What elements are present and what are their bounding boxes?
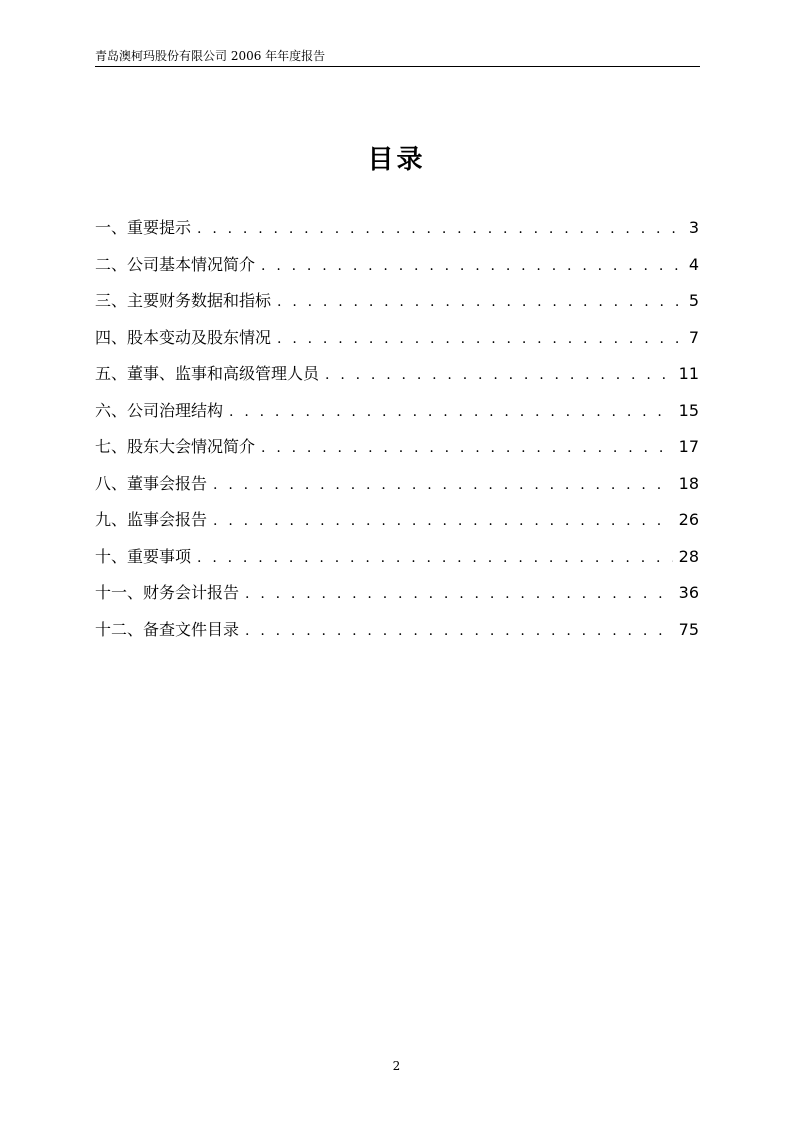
toc-leader-dots	[229, 394, 673, 431]
toc-entry-page: 28	[678, 546, 699, 566]
toc-entry-label: 八、董事会报告	[95, 473, 208, 493]
toc-entry-page: 4	[688, 254, 699, 274]
toc-entry-label: 十、重要事项	[95, 546, 192, 566]
toc-leader-dots	[197, 540, 673, 577]
toc-entry-page: 3	[688, 218, 699, 237]
page-number: 2	[392, 1059, 401, 1073]
toc-leader-dots	[213, 503, 673, 540]
toc-entry[interactable]	[95, 502, 699, 539]
toc-entry[interactable]	[95, 466, 699, 503]
toc-entry[interactable]	[95, 575, 699, 612]
toc-entry-page: 18	[678, 473, 699, 493]
toc-entry-label: 二、公司基本情况简介	[95, 254, 256, 274]
toc-leader-dots	[245, 613, 673, 650]
toc-entry-page: 17	[678, 437, 699, 456]
toc-leader-dots	[261, 430, 673, 467]
running-header: 青岛澳柯玛股份有限公司 2006 年年度报告	[95, 49, 326, 63]
toc-entry[interactable]	[95, 429, 699, 466]
toc-entry-label: 四、股本变动及股东情况	[95, 327, 272, 347]
toc-entry[interactable]	[95, 393, 699, 430]
table-of-contents	[95, 210, 699, 648]
toc-leader-dots	[213, 467, 673, 504]
header-rule	[95, 66, 700, 67]
toc-entry-label: 十一、财务会计报告	[95, 583, 240, 602]
toc-entry-page: 36	[678, 583, 699, 602]
toc-entry-page: 5	[688, 291, 699, 310]
page-title: 目录	[367, 145, 426, 175]
toc-entry[interactable]	[95, 539, 699, 576]
toc-entry-label: 五、董事、监事和高级管理人员	[95, 364, 320, 383]
toc-entry-label: 九、监事会报告	[95, 510, 208, 529]
toc-entry-page: 11	[678, 364, 699, 383]
toc-entry-page: 75	[678, 619, 699, 639]
toc-leader-dots	[277, 284, 683, 321]
toc-entry-label: 十二、备查文件目录	[95, 619, 240, 639]
toc-entry[interactable]	[95, 247, 699, 284]
toc-entry-page: 7	[688, 327, 699, 347]
toc-entry[interactable]	[95, 283, 699, 320]
toc-entry[interactable]	[95, 210, 699, 247]
toc-entry-page: 26	[678, 510, 699, 529]
toc-entry-label: 七、股东大会情况简介	[95, 437, 256, 456]
toc-entry[interactable]	[95, 356, 699, 393]
toc-entry-label: 一、重要提示	[95, 218, 192, 237]
toc-entry-label: 三、主要财务数据和指标	[95, 291, 272, 310]
toc-entry-page: 15	[678, 400, 699, 420]
toc-entry[interactable]	[95, 612, 699, 649]
toc-leader-dots	[197, 211, 683, 248]
toc-leader-dots	[261, 248, 683, 285]
toc-entry[interactable]	[95, 320, 699, 357]
toc-entry-label: 六、公司治理结构	[95, 400, 224, 420]
toc-leader-dots	[325, 357, 673, 394]
toc-leader-dots	[277, 321, 683, 358]
toc-leader-dots	[245, 576, 673, 613]
